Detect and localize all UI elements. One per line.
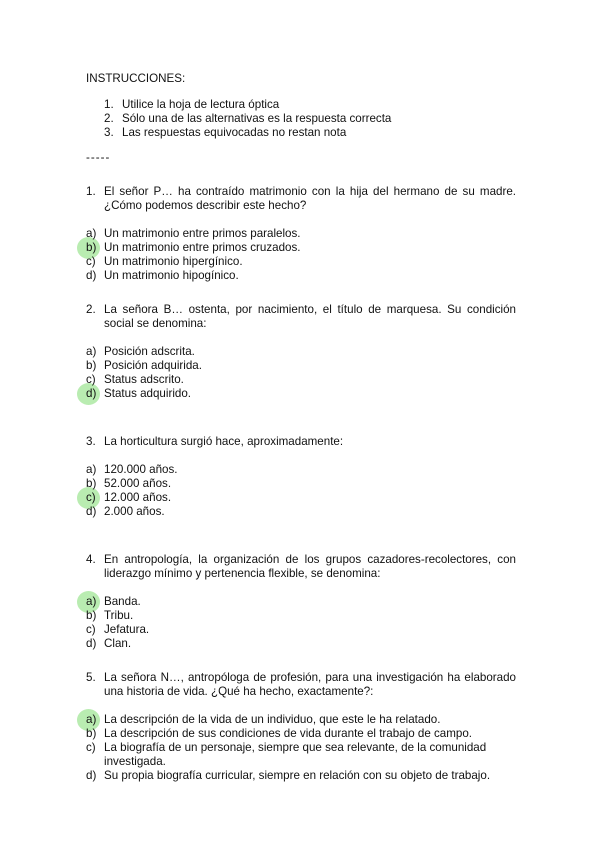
options-list (86, 713, 516, 783)
instruction-text: Las respuestas equivocadas no restan nota (122, 126, 347, 139)
question-number: 4. (86, 553, 96, 566)
answer-option[interactable] (86, 713, 516, 727)
answer-option[interactable] (86, 345, 516, 359)
instruction-item (104, 112, 516, 126)
question-stem (86, 671, 516, 699)
option-letter: c) (86, 255, 96, 268)
option-letter: d) (86, 269, 97, 282)
question-stem (86, 553, 516, 581)
option-letter: c) (86, 373, 96, 386)
option-text: Jefatura. (104, 623, 150, 636)
options-list (86, 345, 516, 401)
question-text: El señor P… ha contraído matrimonio con la hija del hermano de su madre. ¿Cómo podemos describir este hecho? (104, 185, 516, 212)
answer-option[interactable] (86, 359, 516, 373)
answer-option[interactable] (86, 463, 516, 477)
question-number: 2. (86, 303, 96, 316)
option-text: Banda. (104, 595, 141, 608)
question-text: En antropología, la organización de los grupos cazadores-recolectores, con liderazgo mínimo y pertenencia flexible, se denomina: (104, 553, 516, 580)
instruction-text: Sólo una de las alternativas es la respuesta correcta (122, 112, 392, 125)
option-letter: d) (86, 637, 97, 650)
option-text: Posición adscrita. (104, 345, 195, 358)
instruction-number: 2. (104, 112, 114, 125)
answer-option[interactable] (86, 227, 516, 241)
separator: ----- (86, 151, 111, 164)
option-letter: d) (86, 387, 97, 400)
option-text: Un matrimonio entre primos cruzados. (104, 241, 301, 254)
option-text: Posición adquirida. (104, 359, 202, 372)
instruction-number: 3. (104, 126, 114, 139)
option-letter: d) (86, 505, 97, 518)
answer-option[interactable] (86, 505, 516, 519)
answer-option[interactable] (86, 637, 516, 651)
option-text: Clan. (104, 637, 132, 650)
option-letter: a) (86, 713, 97, 726)
option-letter: a) (86, 345, 97, 358)
option-text: 52.000 años. (104, 477, 172, 490)
option-text: La descripción de sus condiciones de vida durante el trabajo de campo. (104, 727, 473, 740)
option-text: Status adscrito. (104, 373, 184, 386)
option-letter: c) (86, 623, 96, 636)
option-text: Un matrimonio entre primos paralelos. (104, 227, 301, 240)
question (86, 303, 516, 401)
instruction-number: 1. (104, 98, 114, 111)
question-text: La señora B… ostenta, por nacimiento, el título de marquesa. Su condición social se denomina: (104, 303, 516, 330)
option-letter: a) (86, 595, 97, 608)
instructions-list (86, 98, 516, 140)
answer-option[interactable] (86, 477, 516, 491)
option-letter: d) (86, 769, 97, 782)
answer-option[interactable] (86, 255, 516, 269)
answer-option[interactable] (86, 387, 516, 401)
option-text: 2.000 años. (104, 505, 165, 518)
option-text: 12.000 años. (104, 491, 172, 504)
instruction-item (104, 126, 516, 140)
answer-option[interactable] (86, 609, 516, 623)
option-letter: b) (86, 477, 97, 490)
option-text: 120.000 años. (104, 463, 178, 476)
question-text: La señora N…, antropóloga de profesión, para una investigación ha elaborado una historia de vida. ¿Qué ha hecho, exactamente?: (104, 671, 516, 698)
instructions-title: INSTRUCCIONES: (86, 72, 186, 85)
answer-option[interactable] (86, 241, 516, 255)
option-text: Status adquirido. (104, 387, 192, 400)
option-text: Su propia biografía curricular, siempre en relación con su objeto de trabajo. (104, 769, 491, 782)
option-letter: b) (86, 359, 97, 372)
option-letter: a) (86, 463, 97, 476)
question (86, 553, 516, 651)
answer-option[interactable] (86, 373, 516, 387)
option-text: Un matrimonio hipogínico. (104, 269, 239, 282)
options-list (86, 463, 516, 519)
option-letter: b) (86, 609, 97, 622)
answer-option[interactable] (86, 741, 516, 769)
option-letter: c) (86, 491, 96, 504)
option-letter: b) (86, 727, 97, 740)
question (86, 671, 516, 783)
options-list (86, 227, 516, 283)
question-number: 3. (86, 435, 96, 448)
option-letter: c) (86, 741, 96, 754)
option-text: La biografía de un personaje, siempre que sea relevante, de la comunidad investigada. (104, 741, 487, 768)
instruction-item (104, 98, 516, 112)
question-stem (86, 185, 516, 213)
answer-option[interactable] (86, 769, 516, 783)
options-list (86, 595, 516, 651)
option-letter: b) (86, 241, 97, 254)
question-stem (86, 435, 516, 449)
question (86, 185, 516, 283)
option-text: Tribu. (104, 609, 134, 622)
instruction-text: Utilice la hoja de lectura óptica (122, 98, 280, 111)
question-number: 5. (86, 671, 96, 684)
option-text: Un matrimonio hipergínico. (104, 255, 243, 268)
exam-page (86, 72, 516, 783)
option-letter: a) (86, 227, 97, 240)
answer-option[interactable] (86, 491, 516, 505)
question-text: La horticultura surgió hace, aproximadamente: (104, 435, 344, 448)
questions-list (86, 185, 516, 783)
answer-option[interactable] (86, 269, 516, 283)
question (86, 435, 516, 519)
question-number: 1. (86, 185, 96, 198)
option-text: La descripción de la vida de un individuo, que este le ha relatado. (104, 713, 441, 726)
question-stem (86, 303, 516, 331)
answer-option[interactable] (86, 623, 516, 637)
answer-option[interactable] (86, 595, 516, 609)
answer-option[interactable] (86, 727, 516, 741)
